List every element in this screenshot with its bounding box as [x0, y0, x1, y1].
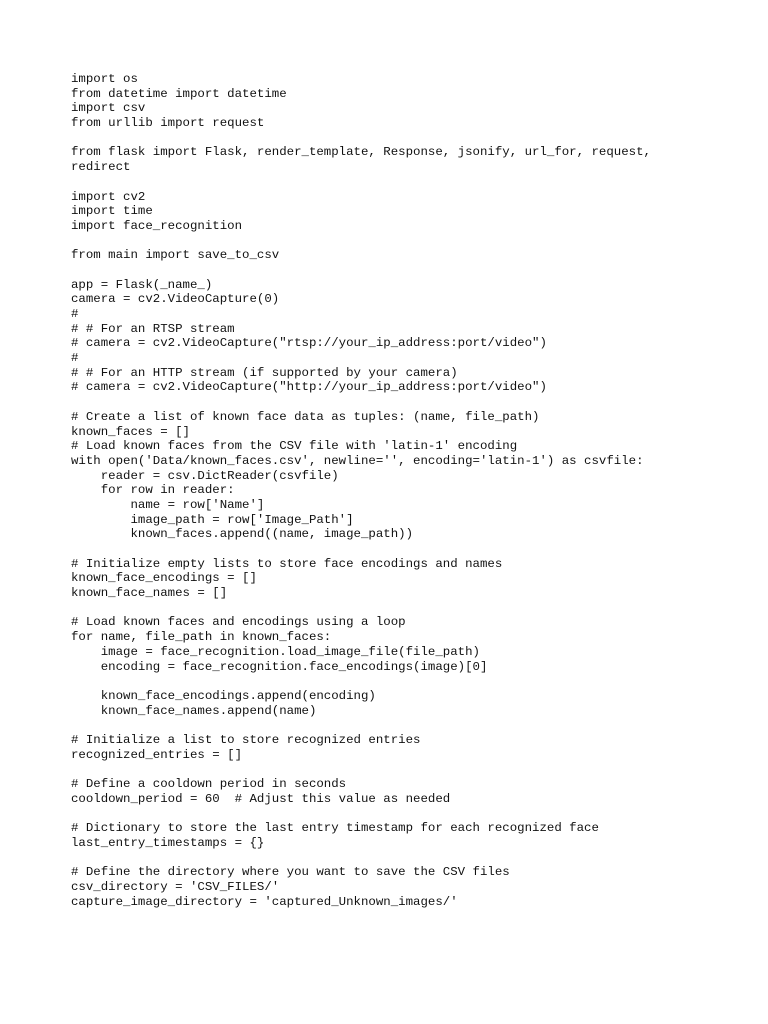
code-line: reader = csv.DictReader(csvfile) — [71, 468, 339, 483]
code-line: # # For an HTTP stream (if supported by your camera) — [71, 365, 458, 380]
code-line: last_entry_timestamps = {} — [71, 835, 265, 850]
code-line: # Load known faces and encodings using a loop — [71, 615, 406, 630]
code-line: import os — [71, 72, 138, 86]
code-line: # Load known faces from the CSV file with 'latin-1' encoding — [71, 439, 518, 454]
code-line: image = face_recognition.load_image_file(file_path) — [71, 644, 480, 659]
code-line: # Dictionary to store the last entry timestamp for each recognized face — [71, 821, 599, 836]
code-line — [71, 806, 751, 821]
code-line — [71, 762, 751, 777]
code-line: with open('Data/known_faces.csv', newline='', encoding='latin-1') as csvfile: — [71, 453, 644, 468]
code-line — [71, 542, 751, 557]
code-line: known_face_names.append(name) — [71, 703, 317, 718]
code-line: cooldown_period = 60 # Adjust this value as needed — [71, 791, 451, 806]
code-line: from main import save_to_csv — [71, 248, 280, 263]
code-line: # camera = cv2.VideoCapture("http://your_ip_address:port/video") — [71, 380, 547, 395]
code-line — [71, 263, 751, 278]
code-line: recognized_entries = [] — [71, 747, 243, 762]
code-line: for name, file_path in known_faces: — [71, 630, 332, 645]
code-line: # — [71, 307, 79, 321]
code-line: encoding = face_recognition.face_encodings(image)[0] — [71, 659, 488, 674]
code-line: import time — [71, 204, 153, 219]
code-line: from urllib import request — [71, 116, 265, 131]
code-line: # Define the directory where you want to save the CSV files — [71, 865, 510, 880]
code-line: known_face_encodings = [] — [71, 571, 257, 586]
code-line: # camera = cv2.VideoCapture("rtsp://your_ip_address:port/video") — [71, 336, 547, 351]
code-line: # Initialize a list to store recognized entries — [71, 732, 421, 747]
code-line: known_faces.append((name, image_path)) — [71, 527, 414, 542]
code-line: camera = cv2.VideoCapture(0) — [71, 292, 280, 307]
code-line — [71, 234, 751, 249]
code-line: name = row['Name'] — [71, 497, 265, 512]
code-block — [71, 72, 751, 909]
code-line: import face_recognition — [71, 218, 243, 233]
code-line: # # For an RTSP stream — [71, 321, 235, 336]
code-line — [71, 175, 751, 190]
code-line: known_faces = [] — [71, 424, 190, 439]
code-line: import cv2 — [71, 189, 146, 204]
code-line: from datetime import datetime — [71, 86, 287, 101]
code-line — [71, 131, 751, 146]
code-line — [71, 718, 751, 733]
code-line — [71, 850, 751, 865]
code-line: import csv — [71, 101, 146, 116]
code-line — [71, 674, 751, 689]
code-line — [71, 601, 751, 616]
code-line: # Define a cooldown period in seconds — [71, 777, 347, 791]
code-line: # Initialize empty lists to store face encodings and names — [71, 556, 503, 571]
code-line: for row in reader: — [71, 483, 235, 498]
code-line: csv_directory = 'CSV_FILES/' — [71, 879, 280, 894]
code-line: known_face_encodings.append(encoding) — [71, 688, 376, 703]
code-line: known_face_names = [] — [71, 586, 228, 601]
code-line: # Create a list of known face data as tuples: (name, file_path) — [71, 409, 540, 424]
code-line: from flask import Flask, render_template, Response, jsonify, url_for, request, — [71, 145, 651, 160]
code-line: redirect — [71, 160, 131, 175]
code-line: app = Flask(_name_) — [71, 277, 213, 292]
code-line: capture_image_directory = 'captured_Unknown_images/' — [71, 894, 458, 909]
code-line — [71, 395, 751, 410]
code-line: # — [71, 351, 79, 366]
code-line: image_path = row['Image_Path'] — [71, 512, 354, 527]
